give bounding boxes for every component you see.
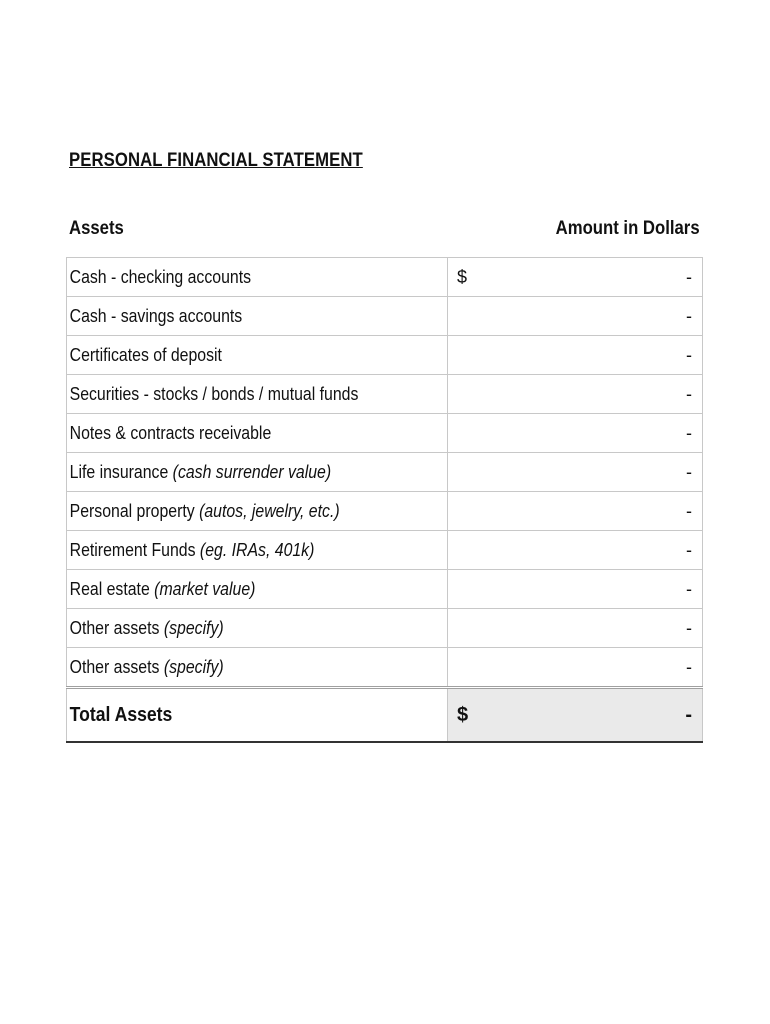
asset-label: Notes & contracts receivable	[69, 422, 272, 443]
total-currency-symbol: $	[457, 703, 469, 726]
total-amount-cell	[448, 688, 703, 743]
total-label: Total Assets	[69, 703, 173, 726]
table-row	[67, 414, 703, 453]
table-row	[67, 531, 703, 570]
assets-column-header: Assets	[69, 218, 124, 239]
asset-label: Real estate	[69, 578, 155, 599]
table-row	[67, 258, 703, 297]
asset-label: Other assets	[69, 617, 164, 638]
amount-value: -	[686, 305, 692, 326]
asset-label: Cash - savings accounts	[69, 305, 243, 326]
table-row	[67, 609, 703, 648]
amount-value: -	[686, 617, 692, 638]
currency-symbol: $	[457, 266, 468, 287]
asset-amount-cell[interactable]	[448, 531, 703, 570]
amount-value: -	[686, 383, 692, 404]
asset-note: (eg. IRAs, 401k)	[199, 539, 315, 560]
asset-label-cell	[67, 609, 448, 648]
asset-label-cell	[67, 414, 448, 453]
asset-amount-cell[interactable]	[448, 492, 703, 531]
asset-label: Retirement Funds	[69, 539, 200, 560]
table-row	[67, 570, 703, 609]
asset-label: Other assets	[69, 656, 164, 677]
asset-label-cell	[67, 258, 448, 297]
asset-label: Personal property	[69, 500, 200, 521]
asset-amount-cell[interactable]	[448, 609, 703, 648]
asset-label-cell	[67, 531, 448, 570]
assets-table	[66, 257, 703, 743]
table-row	[67, 336, 703, 375]
amount-value: -	[686, 500, 692, 521]
page-title: PERSONAL FINANCIAL STATEMENT	[69, 150, 363, 171]
table-row	[67, 375, 703, 414]
asset-note: (autos, jewelry, etc.)	[199, 500, 340, 521]
asset-amount-cell[interactable]	[448, 570, 703, 609]
asset-label-cell	[67, 375, 448, 414]
asset-label-cell	[67, 492, 448, 531]
asset-label: Securities - stocks / bonds / mutual funds	[69, 383, 359, 404]
amount-value: -	[686, 656, 692, 677]
asset-label-cell	[67, 297, 448, 336]
table-row	[67, 297, 703, 336]
asset-amount-cell[interactable]	[448, 414, 703, 453]
asset-label: Life insurance	[69, 461, 173, 482]
asset-label-cell	[67, 453, 448, 492]
amount-value: -	[686, 539, 692, 560]
total-label-cell	[67, 688, 448, 743]
asset-note: (specify)	[163, 656, 224, 677]
amount-value: -	[686, 344, 692, 365]
asset-label-cell	[67, 570, 448, 609]
asset-label-cell	[67, 336, 448, 375]
asset-amount-cell[interactable]	[448, 453, 703, 492]
amount-column-header: Amount in Dollars	[556, 218, 700, 239]
table-row	[67, 648, 703, 688]
asset-note: (specify)	[163, 617, 224, 638]
asset-label: Cash - checking accounts	[69, 266, 252, 287]
asset-amount-cell[interactable]	[448, 297, 703, 336]
asset-label: Certificates of deposit	[69, 344, 222, 365]
asset-amount-cell[interactable]	[448, 648, 703, 688]
asset-note: (cash surrender value)	[172, 461, 332, 482]
total-amount-value: -	[685, 703, 692, 726]
amount-value: -	[686, 422, 692, 443]
total-row	[67, 688, 703, 743]
amount-value: -	[686, 266, 692, 287]
table-row	[67, 453, 703, 492]
amount-value: -	[686, 461, 692, 482]
asset-label-cell	[67, 648, 448, 688]
amount-value: -	[686, 578, 692, 599]
asset-amount-cell[interactable]	[448, 375, 703, 414]
table-row	[67, 492, 703, 531]
asset-note: (market value)	[154, 578, 256, 599]
asset-amount-cell[interactable]	[448, 336, 703, 375]
asset-amount-cell[interactable]	[448, 258, 703, 297]
